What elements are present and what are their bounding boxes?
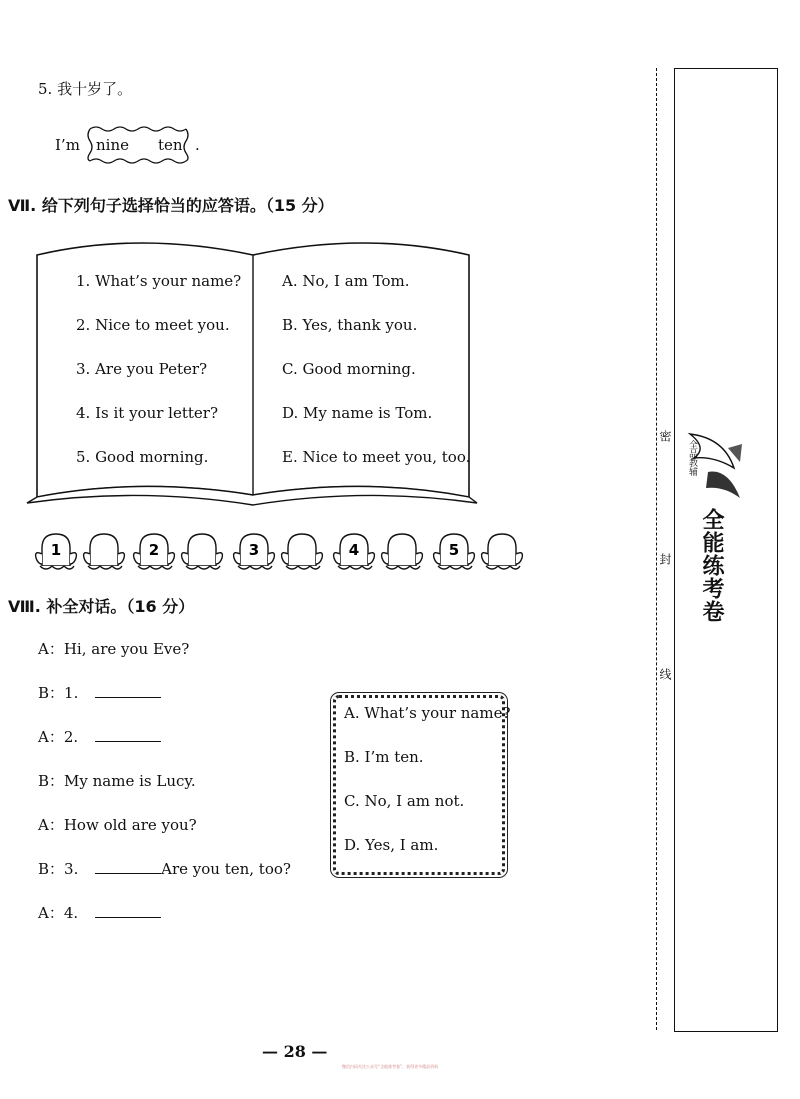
dialogue-line-7 [38,902,291,946]
blank-number: 4. [63,904,79,922]
mitten-label-1: 1 [50,541,62,559]
dialogue [38,638,291,946]
left-sentence-4: 4. Is it your letter? [76,404,218,422]
dialogue-line-4 [38,770,291,814]
q5-option-ten[interactable]: ten [158,136,183,154]
option-d: D. Yes, I am. [344,836,439,854]
left-sentence-2: 2. Nice to meet you. [76,316,230,334]
blank-number: 1. [64,684,79,702]
q5-prompt-line [38,78,132,99]
brand-logo-caption: 全品教辅 [687,440,697,476]
dialogue-line-3 [38,726,291,770]
right-answer-c: C. Good morning. [282,360,416,378]
dialogue-line-2 [38,682,291,726]
speaker: B： [38,860,65,878]
seal-char-mi: 密 [658,430,672,444]
dialogue-options-box [333,695,511,875]
mitten-pair-1[interactable] [36,534,125,569]
page-number: — 28 — [262,1042,328,1061]
mitten-answer-row [32,528,532,580]
left-sentence-3: 3. Are you Peter? [76,360,208,378]
q5-number: 5. [38,80,53,98]
option-c: C. No, I am not. [344,792,465,810]
section8-title: Ⅷ. 补全对话。（16 分） [8,597,195,616]
section7-right-column [282,272,470,492]
speaker: A： [38,728,64,746]
mitten-label-2: 2 [148,541,160,559]
answer-blank-1[interactable] [95,683,161,698]
seal-char-feng: 封 [658,553,672,567]
dialogue-line-6 [38,858,291,902]
right-answer-e: E. Nice to meet you, too. [282,448,471,466]
speaker: A： [38,640,64,658]
right-answer-d: D. My name is Tom. [282,404,433,422]
left-sentence-1: 1. What’s your name? [76,272,242,290]
option-b: B. I’m ten. [344,748,424,766]
answer-blank-3[interactable] [95,859,161,874]
blank-number: 3. [64,860,79,878]
left-sentence-5: 5. Good morning. [76,448,209,466]
section7-title: Ⅶ. 给下列句子选择恰当的应答语。（15 分） [8,196,334,215]
mitten-pair-4[interactable] [334,534,423,569]
dialogue-text: My name is Lucy. [64,772,196,790]
dialogue-line-1 [38,638,291,682]
q5-prompt: 我十岁了。 [57,80,133,98]
mitten-pair-5[interactable] [434,534,523,569]
mitten-pair-3[interactable] [234,534,323,569]
seal-dashed-line [656,68,657,1030]
speaker: A： [38,816,64,834]
mitten-label-3: 3 [248,541,260,559]
blank-number: 2. [63,728,79,746]
dialogue-text: Hi, are you Eve? [63,640,190,658]
seal-char-xian: 线 [658,668,672,682]
mitten-label-4: 4 [348,541,360,559]
mitten-pair-2[interactable] [134,534,223,569]
q5-sentence-end: . [195,136,200,154]
q5-option-nine[interactable]: nine [96,136,129,154]
footer-small-note: 微信扫码关注公众号“全能练考卷”，获得更多精品资料 [342,1064,439,1069]
right-answer-a: A. No, I am Tom. [282,272,410,290]
mitten-label-5: 5 [448,541,460,559]
answer-blank-2[interactable] [95,727,161,742]
q5-sentence-start: I’m [55,136,80,154]
section7-left-column [76,272,241,492]
dialogue-line-5 [38,814,291,858]
speaker: B： [38,684,65,702]
right-answer-b: B. Yes, thank you. [282,316,418,334]
speaker: B： [38,772,65,790]
dialogue-text: How old are you? [63,816,197,834]
brand-title: 全能练考卷 [699,508,724,623]
speaker: A： [38,904,64,922]
option-a: A. What’s your name? [344,704,511,722]
answer-blank-4[interactable] [95,903,161,918]
dialogue-text: Are you ten, too? [161,860,291,878]
